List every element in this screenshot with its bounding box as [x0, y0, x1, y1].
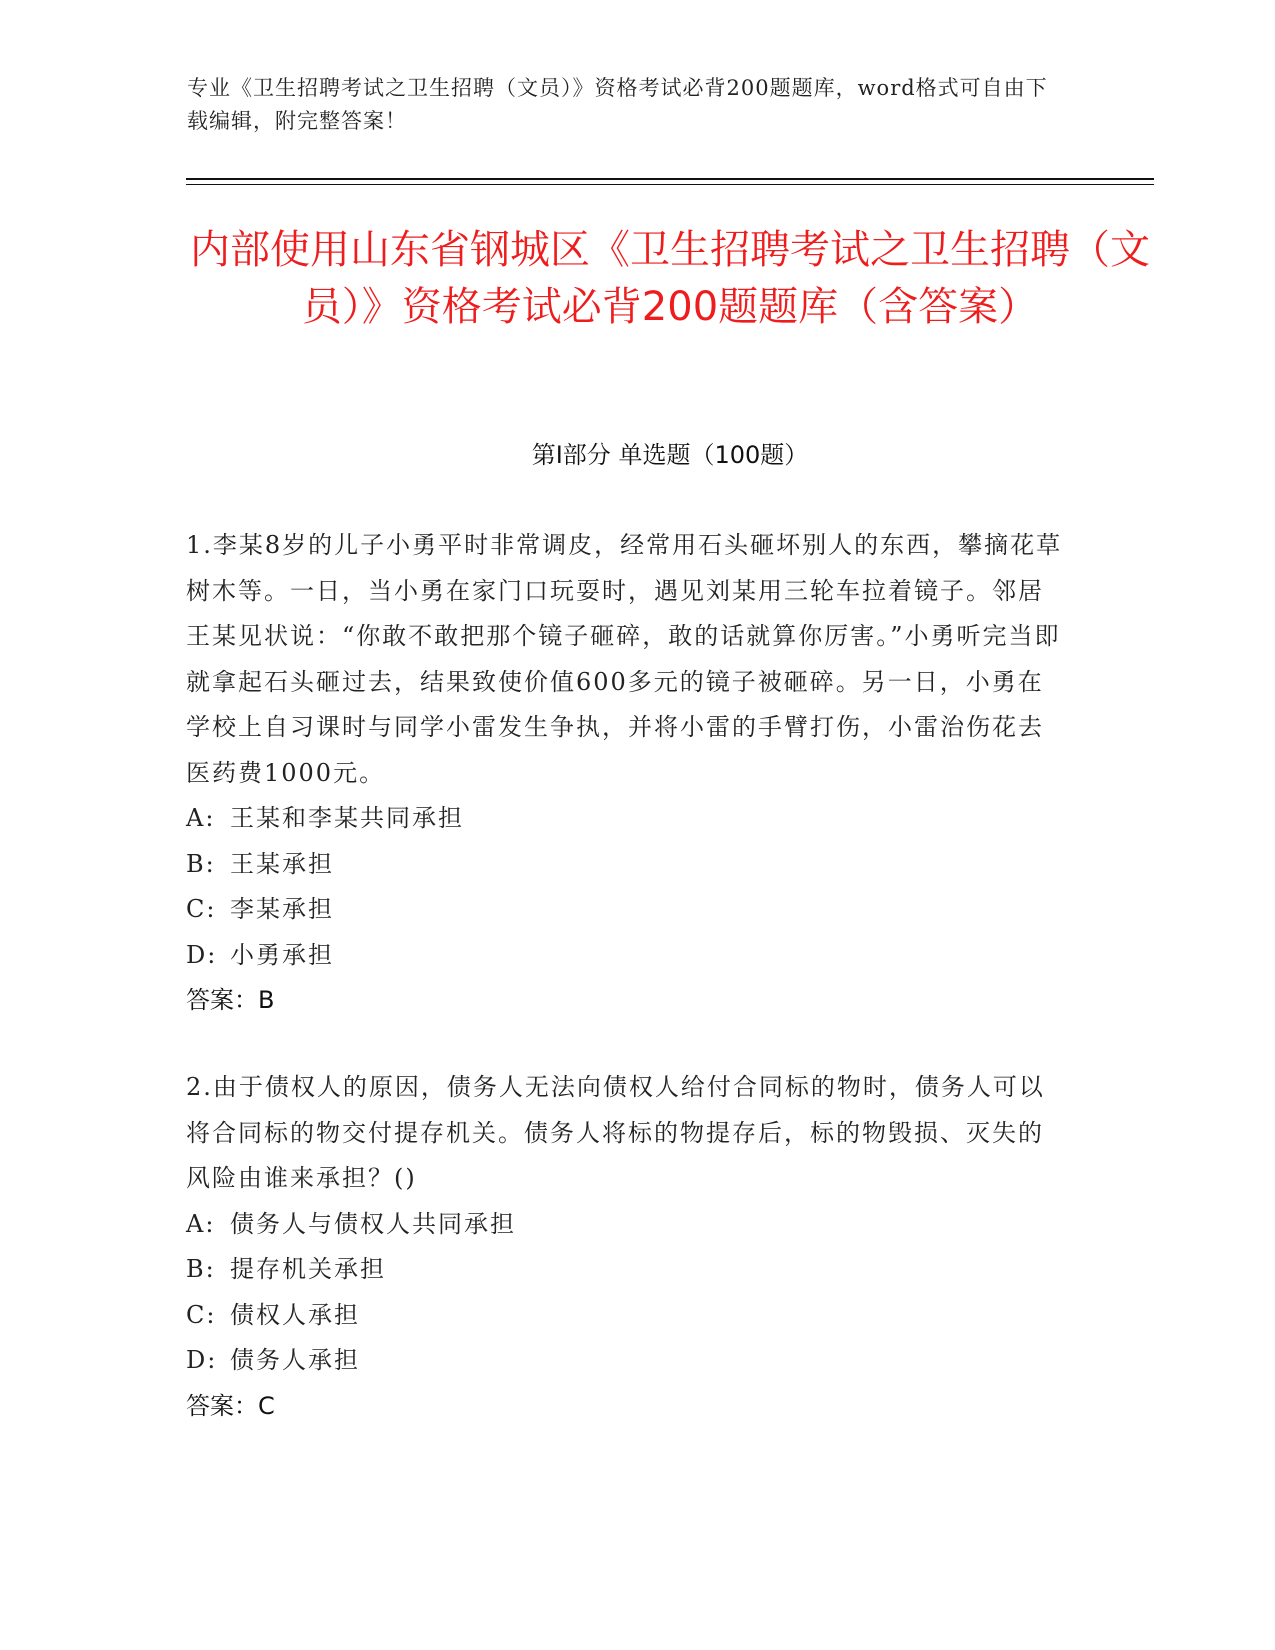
- header-rule-thin: [186, 184, 1154, 185]
- option-c: [186, 1293, 1066, 1339]
- section-title: 第Ⅰ部分 单选题（100题）: [531, 441, 809, 469]
- option-text: 小勇承担: [230, 940, 334, 969]
- question-1: [186, 523, 1066, 1024]
- option-b: [186, 1247, 1066, 1293]
- option-text: 债务人与债权人共同承担: [230, 1209, 516, 1238]
- option-letter: B:: [186, 849, 216, 878]
- option-letter: A:: [186, 804, 216, 832]
- option-c: [186, 887, 1066, 933]
- option-text: 提存机关承担: [230, 1255, 386, 1283]
- question-stem: 2.由于债权人的原因，债务人无法向债权人给付合同标的物时，债务人可以将合同标的物交付提存机关。债务人将标的物提存后，标的物毁损、灭失的风险由谁来承担？(): [186, 1073, 1045, 1192]
- answer-line: 答案：C: [186, 1391, 275, 1420]
- option-letter: C:: [186, 1300, 217, 1329]
- option-text: 债权人承担: [230, 1300, 360, 1329]
- option-letter: B:: [186, 1255, 216, 1283]
- option-text: 王某承担: [230, 849, 334, 878]
- option-b: [186, 842, 1066, 888]
- question-stem: 1.李某8岁的儿子小勇平时非常调皮，经常用石头砸坏别人的东西，攀摘花草树木等。一日，当小勇在家门口玩耍时，遇见刘某用三轮车拉着镜子。邻居王某见状说：“你敢不敢把那个镜子砸碎，敢的话就算你厉害。”小勇听完当即就拿起石头砸过去，结果致使价值600多元的镜子被砸碎。另一日，小勇在学校上自习课时与同学小雷发生争执，并将小雷的手臂打伤，小雷治伤花去医药费1000元。: [186, 531, 1063, 787]
- header-rule-thick: [186, 178, 1154, 180]
- option-letter: D:: [186, 1346, 218, 1374]
- option-text: 李某承担: [230, 895, 334, 923]
- option-text: 债务人承担: [230, 1346, 360, 1374]
- option-d: [186, 1338, 1066, 1384]
- question-2: [186, 1065, 1066, 1429]
- option-a: [186, 1202, 1066, 1248]
- option-text: 王某和李某共同承担: [230, 804, 464, 832]
- option-letter: D:: [186, 940, 218, 969]
- header-note: 专业《卫生招聘考试之卫生招聘（文员）》资格考试必背200题题库，word格式可自由下载编辑，附完整答案！: [187, 76, 1048, 133]
- option-letter: A:: [186, 1209, 216, 1238]
- answer-line: 答案：B: [186, 986, 275, 1014]
- option-letter: C:: [186, 895, 217, 923]
- option-d: [186, 933, 1066, 979]
- document-title: 内部使用山东省钢城区《卫生招聘考试之卫生招聘（文员）》资格考试必背200题题库（含答案）: [190, 227, 1150, 330]
- option-a: [186, 796, 1066, 842]
